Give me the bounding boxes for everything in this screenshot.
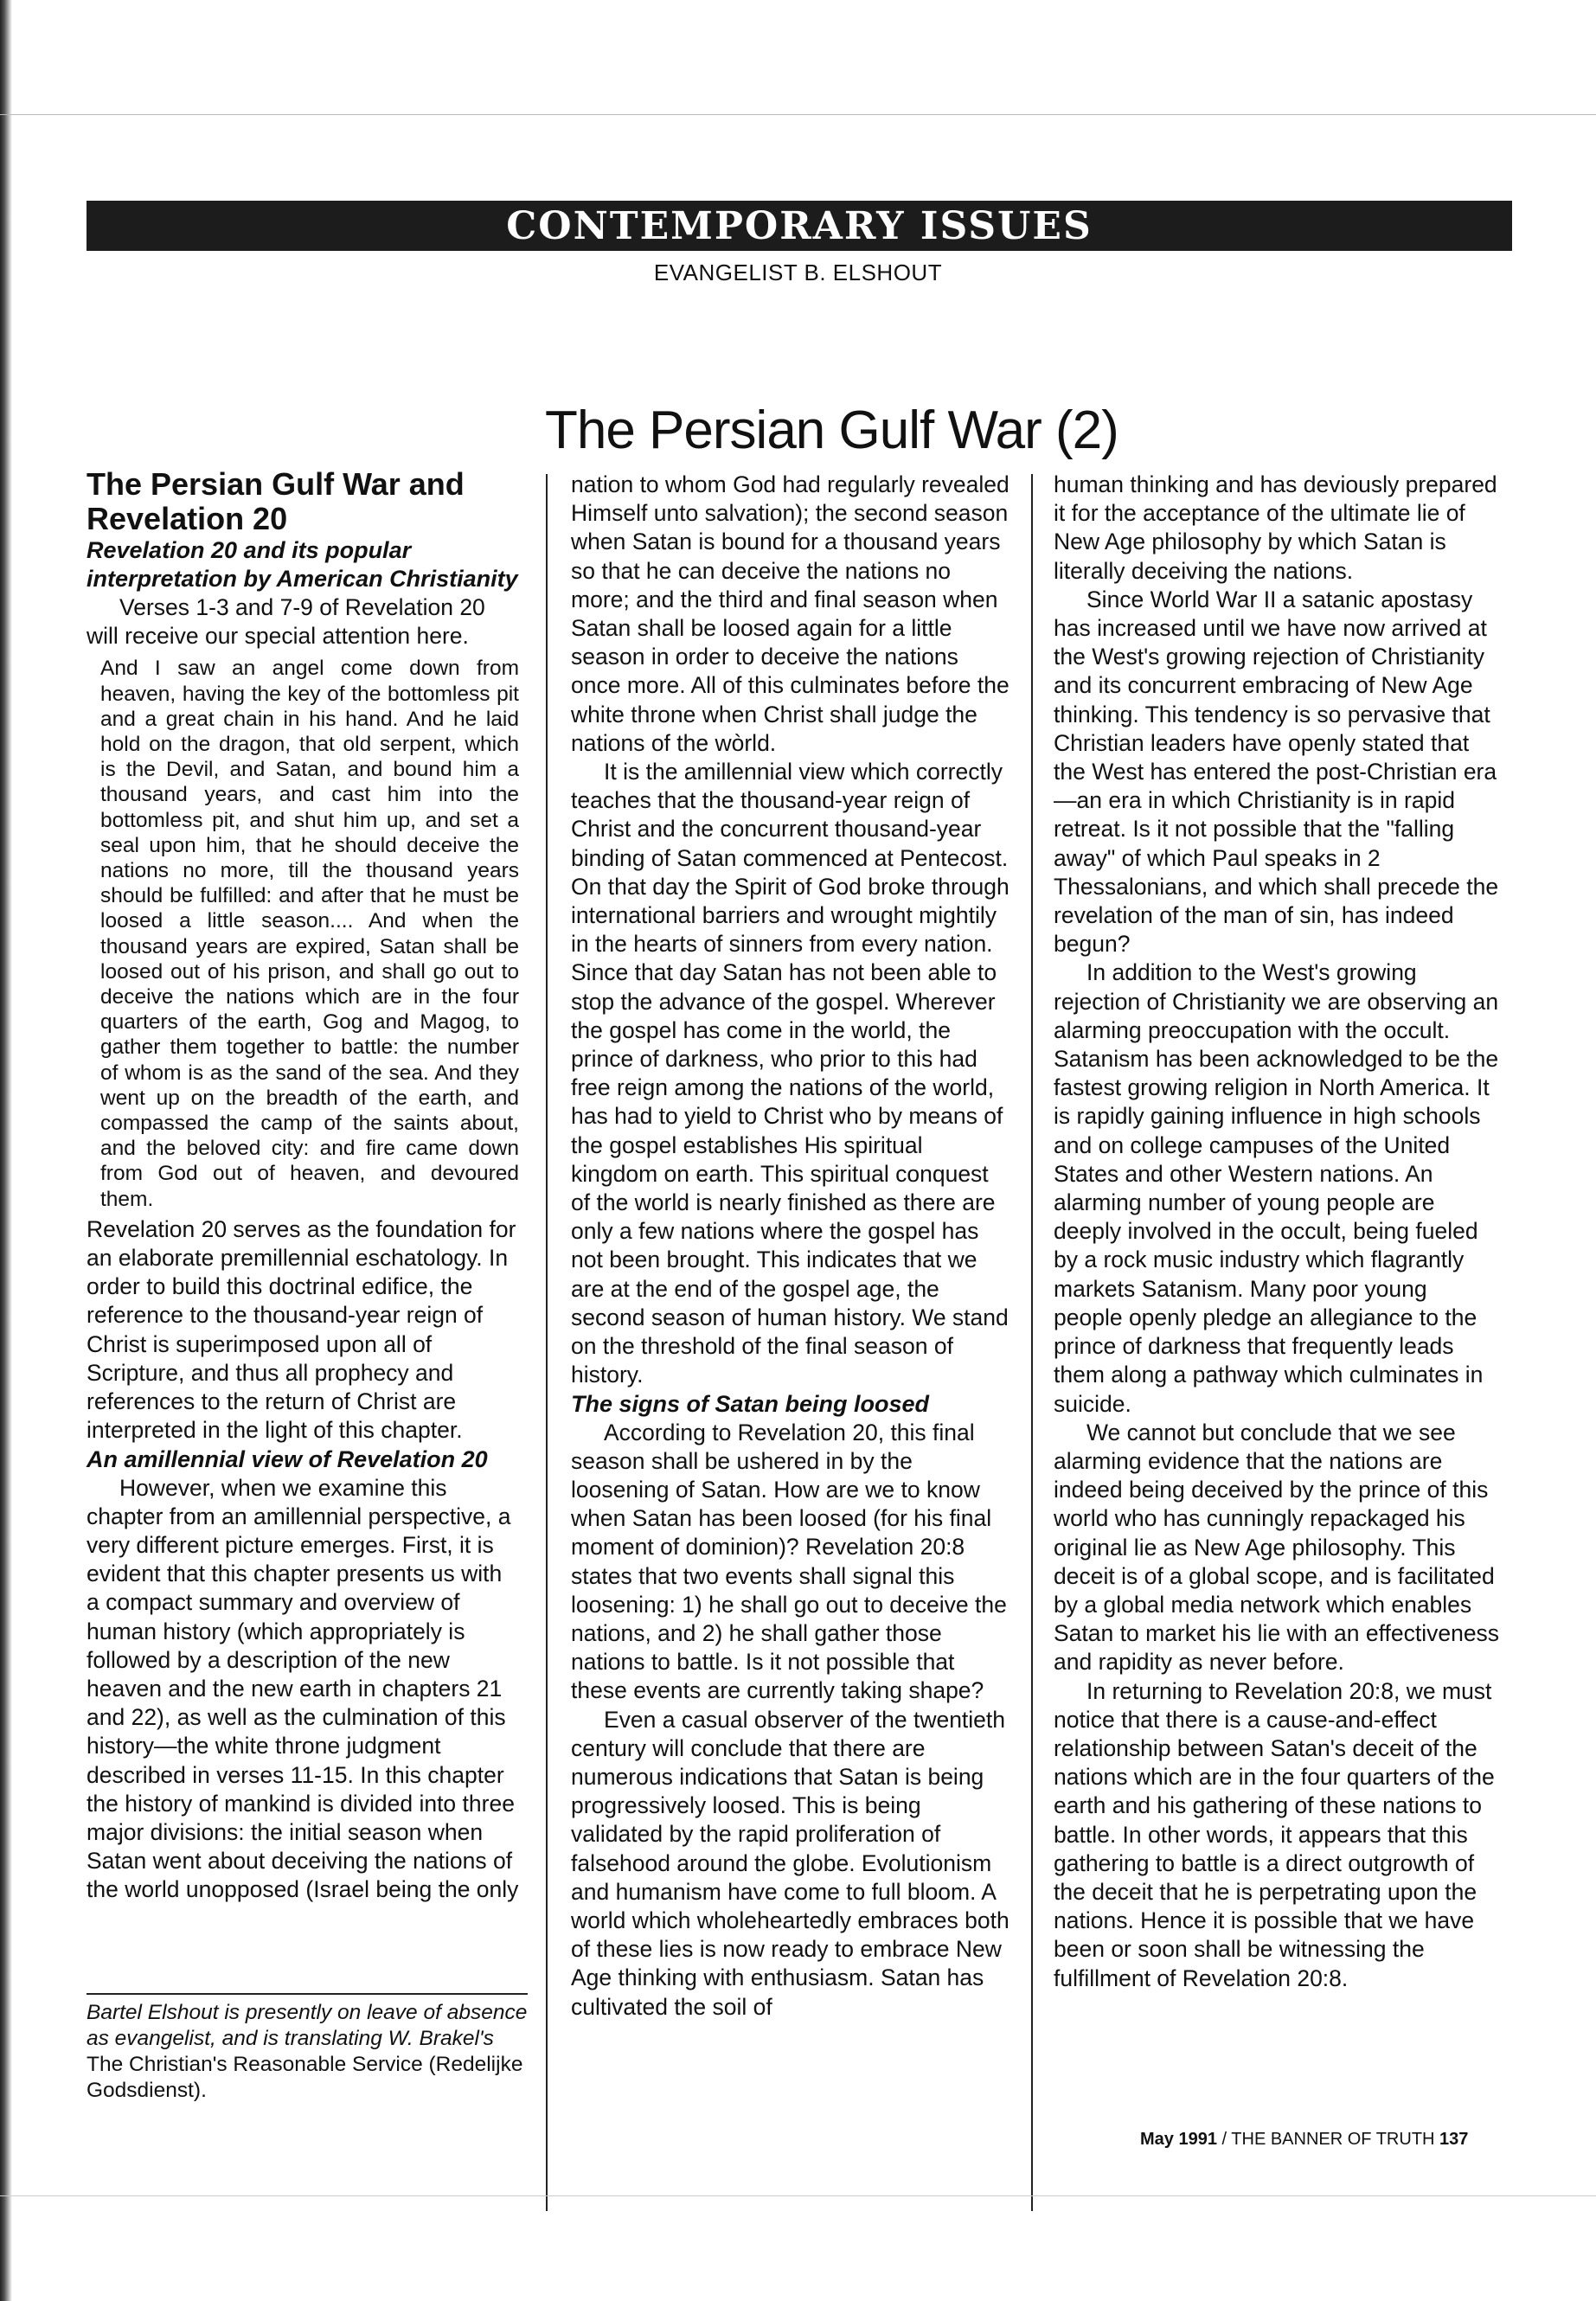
paragraph: human thinking and has deviously prepared it for the acceptance of the ultimate lie of New Age philosophy by which Satan is literally deceiving the nations. — [1054, 471, 1497, 584]
footer-publication: / THE BANNER OF TRUTH — [1221, 2130, 1435, 2149]
paragraph: It is the amillennial view which correctly teaches that the thousand-year reign of Christ and the concurrent thousand-year binding of Satan commenced at Pentecost. On that day the Spirit of God broke through international barriers and wrought mightily in the hearts of sinners from every nation. Since that day Satan has not been able to stop the advance of the gospel. Wherever the gospel has come in the world, the prince of darkness, who prior to this had free reign among the nations of the world, has had to yield to Christ who by means of the gospel establishes His spiritual kingdom on earth. This spiritual conquest of the world is nearly finished as there are only a few nations where the gospel has not been brought. This indicates that we are at the end of the gospel age, the second season of human history. We stand on the threshold of the final season of history. — [571, 759, 1010, 1388]
scripture-quote: And I saw an angel come down from heaven, having the key of the bottomless pit and a great chain in his hand. And he laid hold on the dragon, that old serpent, which is the Devil, and Satan, and bound him a thousand years, and cast him into the bottomless pit, and shut him up, and set a seal upon him, that he should deceive the nations no more, till the thousand years should be fulfilled: and after that he must be loosed a little season.... And when the thousand years are expired, Satan shall be loosed out of his prison, and shall go out to deceive the nations which are in the four quarters of the earth, Gog and Magog, to gather them together to battle: the number of whom is as the sand of the sea. And they went up on the breadth of the earth, and compassed the camp of the saints about, and the beloved city: and fire came down from God out of heaven, and devoured them. — [100, 657, 519, 1211]
subheading: Revelation 20 and its popular interpretation by American Christianity — [87, 537, 518, 592]
paragraph: Since World War II a satanic apostasy has increased until we have now arrived at the West's growing rejection of Christianity and its concurrent embracing of New Age thinking. This tendency is so pervasive that Christian leaders have openly stated that the West has entered the post-Christian era—an era in which Christianity is in rapid retreat. Is it not possible that the "falling away" of which Paul speaks in 2 Thessalonians, and which shall precede the revelation of the man of sin, has indeed begun? — [1054, 586, 1499, 958]
bio-rule — [87, 1993, 528, 1995]
column-divider — [546, 474, 548, 2211]
column-2 — [571, 471, 1010, 2022]
byline: EVANGELIST B. ELSHOUT — [653, 260, 943, 285]
paragraph: nation to whom God had regularly revealed Himself unto salvation); the second season when Satan is bound for a thousand years so that he can deceive the nations no more; and the third and final season when Satan shall be loosed again for a little season in order to deceive the nations once more. All of this culminates before the white throne when Christ shall judge the nations of the wòrld. — [571, 471, 1010, 756]
footer-page-number: 137 — [1439, 2130, 1469, 2149]
paragraph: According to Revelation 20, this final season shall be ushered in by the loosening of Satan. How are we to know when Satan has been loosed (for his final moment of dominion)? Revelation 20:8 states that two events shall signal this loosening: 1) he shall go out to deceive the nations, and 2) he shall gather those nations to battle. Is it not possible that these events are currently taking shape? — [571, 1419, 1007, 1704]
paragraph: Even a casual observer of the twentieth century will conclude that there are numerous indications that Satan is being progressively loosed. This is being validated by the rapid proliferation of falsehood around the globe. Evolutionism and humanism have come to full bloom. A world which wholeheartedly embraces both of these lies is now ready to embrace New Age thinking with enthusiasm. Satan has cultivated the soil of — [571, 1706, 1010, 2020]
paragraph: However, when we examine this chapter from an amillennial perspective, a very different picture emerges. First, it is evident that this chapter presents us with a compact summary and overview of human history (which appropriately is followed by a description of the new heaven and the new earth in chapters 21 and 22), as well as the culmination of this history—the white throne judgment described in verses 11-15. In this chapter the history of mankind is divided into three major divisions: the initial season when Satan went about deceiving the nations of the world unopposed (Israel being the only — [87, 1474, 519, 1903]
section-title: The Persian Gulf War and Revelation 20 — [87, 466, 465, 536]
page-top-rule — [0, 114, 1596, 115]
author-bio — [87, 2000, 528, 2104]
scan-edge — [0, 0, 12, 2301]
paragraph: In addition to the West's growing rejection of Christianity we are observing an alarming preoccupation with the occult. Satanism has been acknowledged to be the fastest growing religion in North America. It is rapidly gaining influence in high schools and on college campuses of the United States and other Western nations. An alarming number of young people are deeply involved in the occult, being fueled by a rock music industry which flagrantly markets Satanism. Many poor young people openly pledge an allegiance to the prince of darkness that frequently leads them along a pathway which culminates in suicide. — [1054, 959, 1499, 1417]
column-3 — [1054, 471, 1502, 1993]
paragraph: We cannot but conclude that we see alarming evidence that the nations are indeed being deceived by the prince of this world who has cunningly repackaged his original lie as New Age philosophy. This deceit is of a global scope, and is facilitated by a global media network which enables Satan to market his lie with an effectiveness and rapidity as never before. — [1054, 1419, 1500, 1676]
column-divider — [1031, 474, 1033, 2211]
subheading: An amillennial view of Revelation 20 — [87, 1445, 488, 1472]
page-footer — [1140, 2130, 1468, 2150]
page-bottom-rule — [0, 2195, 1596, 2196]
column-1 — [87, 467, 519, 1905]
paragraph: In returning to Revelation 20:8, we must notice that there is a cause-and-effect relationship between Satan's deceit of the nations which are in the four quarters of the earth and his gathering of these nations to battle. In other words, it appears that this gathering to battle is a direct outgrowth of the deceit that he is perpetrating upon the nations. Hence it is possible that we have been or soon shall be witnessing the fulfillment of Revelation 20:8. — [1054, 1677, 1495, 1991]
bio-plain: The Christian's Reasonable Service (Redelijke Godsdienst). — [87, 2053, 523, 2102]
paragraph: Verses 1-3 and 7-9 of Revelation 20 will receive our special attention here. — [87, 594, 485, 650]
section-banner — [87, 201, 1512, 251]
article-title: The Persian Gulf War (2) — [545, 401, 1118, 460]
bio-italic: Bartel Elshout is presently on leave of absence as evangelist, and is translating W. Brakel's — [87, 2001, 528, 2050]
subheading: The signs of Satan being loosed — [571, 1390, 930, 1417]
footer-issue: May 1991 — [1140, 2130, 1217, 2149]
banner-title: CONTEMPORARY ISSUES — [506, 203, 1093, 248]
paragraph: Revelation 20 serves as the foundation for an elaborate premillennial eschatology. In order to build this doctrinal edifice, the reference to the thousand-year reign of Christ is superimposed upon all of Scripture, and thus all prophecy and references to the return of Christ are interpreted in the light of this chapter. — [87, 1215, 516, 1444]
